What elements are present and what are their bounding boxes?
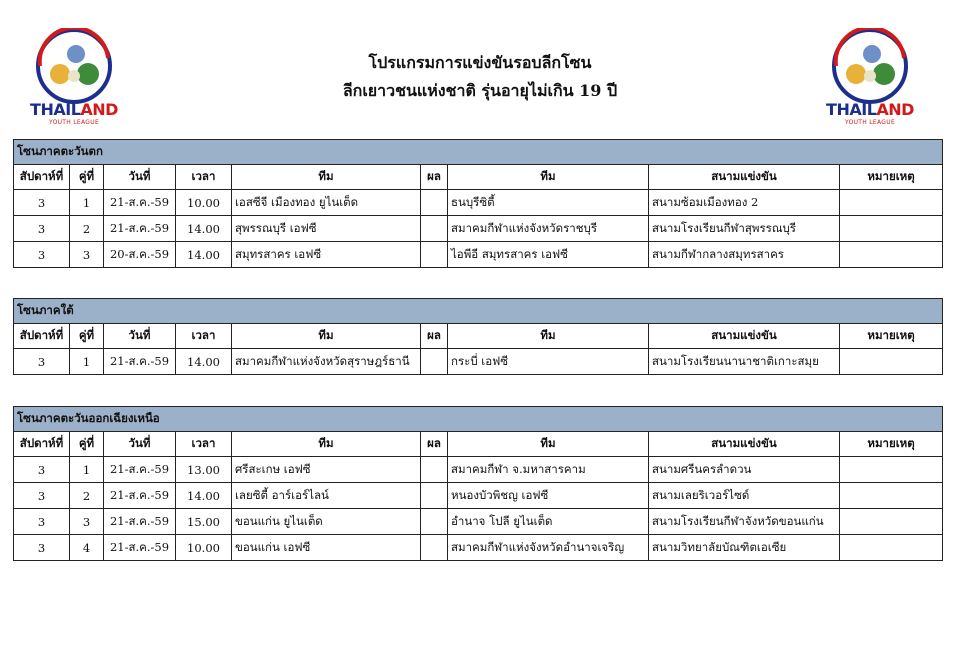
- away-team-cell: อำนาจ โปลี ยูไนเต็ด: [448, 509, 649, 535]
- result-cell: [421, 509, 448, 535]
- away-team-cell: ไอพีอี สมุทรสาคร เอฟซี: [448, 242, 649, 268]
- week-cell: 3: [14, 242, 70, 268]
- column-header: ทีม: [232, 165, 421, 190]
- column-header: สัปดาห์ที่: [14, 324, 70, 349]
- week-cell: 3: [14, 509, 70, 535]
- result-cell: [421, 457, 448, 483]
- column-header: คู่ที่: [70, 324, 104, 349]
- table-row: [14, 242, 943, 268]
- home-team-cell: สุพรรณบุรี เอฟซี: [232, 216, 421, 242]
- venue-cell: สนามวิทยาลัยบัณฑิตเอเซีย: [649, 535, 840, 561]
- column-header: สนามแข่งขัน: [649, 432, 840, 457]
- date-cell: 21-ส.ค.-59: [104, 349, 176, 375]
- column-header: วันที่: [104, 432, 176, 457]
- time-cell: 15.00: [176, 509, 232, 535]
- column-header: สนามแข่งขัน: [649, 324, 840, 349]
- table-header-row: [14, 165, 943, 190]
- venue-cell: สนามโรงเรียนกีฬาสุพรรณบุรี: [649, 216, 840, 242]
- result-cell: [421, 216, 448, 242]
- away-team-cell: ธนบุรีซิตี้: [448, 190, 649, 216]
- logo-wordmark: THAILAND: [826, 100, 914, 119]
- week-cell: 3: [14, 216, 70, 242]
- match-cell: 3: [70, 242, 104, 268]
- time-cell: 14.00: [176, 349, 232, 375]
- result-cell: [421, 535, 448, 561]
- column-header: วันที่: [104, 324, 176, 349]
- match-cell: 1: [70, 190, 104, 216]
- column-header: หมายเหตุ: [840, 432, 943, 457]
- date-cell: 21-ส.ค.-59: [104, 457, 176, 483]
- note-cell: [840, 190, 943, 216]
- week-cell: 3: [14, 349, 70, 375]
- table-header-row: [14, 324, 943, 349]
- result-cell: [421, 349, 448, 375]
- date-cell: 21-ส.ค.-59: [104, 190, 176, 216]
- home-team-cell: ศรีสะเกษ เอฟซี: [232, 457, 421, 483]
- league-logo-left: [22, 28, 126, 132]
- match-cell: 3: [70, 509, 104, 535]
- home-team-cell: ขอนแก่น ยูไนเต็ด: [232, 509, 421, 535]
- week-cell: 3: [14, 535, 70, 561]
- venue-cell: สนามเลยริเวอร์ไซด์: [649, 483, 840, 509]
- result-cell: [421, 242, 448, 268]
- column-header: คู่ที่: [70, 165, 104, 190]
- column-header: ผล: [421, 432, 448, 457]
- time-cell: 13.00: [176, 457, 232, 483]
- table-row: [14, 457, 943, 483]
- table-row: [14, 216, 943, 242]
- match-cell: 1: [70, 349, 104, 375]
- table-header-row: [14, 432, 943, 457]
- column-header: สัปดาห์ที่: [14, 432, 70, 457]
- week-cell: 3: [14, 190, 70, 216]
- date-cell: 21-ส.ค.-59: [104, 483, 176, 509]
- match-cell: 2: [70, 483, 104, 509]
- column-header: ผล: [421, 324, 448, 349]
- home-team-cell: สมาคมกีฬาแห่งจังหวัดสุราษฎร์ธานี: [232, 349, 421, 375]
- date-cell: 21-ส.ค.-59: [104, 509, 176, 535]
- venue-cell: สนามโรงเรียนนานาชาติเกาะสมุย: [649, 349, 840, 375]
- logo-wordmark: THAILAND: [30, 100, 118, 119]
- table-row: [14, 349, 943, 375]
- column-header: สนามแข่งขัน: [649, 165, 840, 190]
- time-cell: 10.00: [176, 535, 232, 561]
- note-cell: [840, 509, 943, 535]
- match-cell: 2: [70, 216, 104, 242]
- logo-tagline: YOUTH LEAGUE: [844, 119, 896, 126]
- note-cell: [840, 535, 943, 561]
- home-team-cell: เอสซีจี เมืองทอง ยูไนเต็ด: [232, 190, 421, 216]
- league-emblem-icon: [818, 28, 922, 108]
- note-cell: [840, 457, 943, 483]
- week-cell: 3: [14, 483, 70, 509]
- table-row: [14, 483, 943, 509]
- zone-table-west: [13, 139, 943, 268]
- note-cell: [840, 242, 943, 268]
- home-team-cell: เลยซิตี้ อาร์เอร์ไลน์: [232, 483, 421, 509]
- zone-title: โซนภาคตะวันออกเฉียงเหนือ: [14, 407, 943, 432]
- zone-title: โซนภาคใต้: [14, 299, 943, 324]
- column-header: เวลา: [176, 165, 232, 190]
- logo-tagline: YOUTH LEAGUE: [48, 119, 100, 126]
- venue-cell: สนามกีฬากลางสมุทรสาคร: [649, 242, 840, 268]
- column-header: เวลา: [176, 432, 232, 457]
- league-logo-right: [818, 28, 922, 132]
- away-team-cell: สมาคมกีฬา จ.มหาสารคาม: [448, 457, 649, 483]
- away-team-cell: สมาคมกีฬาแห่งจังหวัดราชบุรี: [448, 216, 649, 242]
- time-cell: 14.00: [176, 216, 232, 242]
- note-cell: [840, 349, 943, 375]
- date-cell: 20-ส.ค.-59: [104, 242, 176, 268]
- column-header: ทีม: [448, 324, 649, 349]
- column-header: เวลา: [176, 324, 232, 349]
- venue-cell: สนามศรีนครลำดวน: [649, 457, 840, 483]
- home-team-cell: ขอนแก่น เอฟซี: [232, 535, 421, 561]
- column-header: ทีม: [232, 324, 421, 349]
- match-cell: 1: [70, 457, 104, 483]
- week-cell: 3: [14, 457, 70, 483]
- column-header: ทีม: [448, 165, 649, 190]
- home-team-cell: สมุทรสาคร เอฟซี: [232, 242, 421, 268]
- away-team-cell: หนองบัวพิชญ เอฟซี: [448, 483, 649, 509]
- venue-cell: สนามซ้อมเมืองทอง 2: [649, 190, 840, 216]
- note-cell: [840, 483, 943, 509]
- time-cell: 10.00: [176, 190, 232, 216]
- zone-table-northeast: [13, 406, 943, 561]
- table-row: [14, 535, 943, 561]
- date-cell: 21-ส.ค.-59: [104, 535, 176, 561]
- result-cell: [421, 190, 448, 216]
- result-cell: [421, 483, 448, 509]
- column-header: วันที่: [104, 165, 176, 190]
- table-row: [14, 190, 943, 216]
- column-header: คู่ที่: [70, 432, 104, 457]
- away-team-cell: กระบี่ เอฟซี: [448, 349, 649, 375]
- zone-table-south: [13, 298, 943, 375]
- league-emblem-icon: [22, 28, 126, 108]
- time-cell: 14.00: [176, 483, 232, 509]
- time-cell: 14.00: [176, 242, 232, 268]
- page-subtitle: ลีกเยาวชนแห่งชาติ รุ่นอายุไม่เกิน 19 ปี: [342, 81, 618, 100]
- column-header: หมายเหตุ: [840, 324, 943, 349]
- note-cell: [840, 216, 943, 242]
- venue-cell: สนามโรงเรียนกีฬาจังหวัดขอนแก่น: [649, 509, 840, 535]
- match-cell: 4: [70, 535, 104, 561]
- column-header: สัปดาห์ที่: [14, 165, 70, 190]
- page-title: โปรแกรมการแข่งขันรอบลีกโซน: [368, 53, 592, 72]
- column-header: ทีม: [232, 432, 421, 457]
- table-row: [14, 509, 943, 535]
- away-team-cell: สมาคมกีฬาแห่งจังหวัดอำนาจเจริญ: [448, 535, 649, 561]
- date-cell: 21-ส.ค.-59: [104, 216, 176, 242]
- column-header: ผล: [421, 165, 448, 190]
- column-header: หมายเหตุ: [840, 165, 943, 190]
- column-header: ทีม: [448, 432, 649, 457]
- zone-title: โซนภาคตะวันตก: [14, 140, 943, 165]
